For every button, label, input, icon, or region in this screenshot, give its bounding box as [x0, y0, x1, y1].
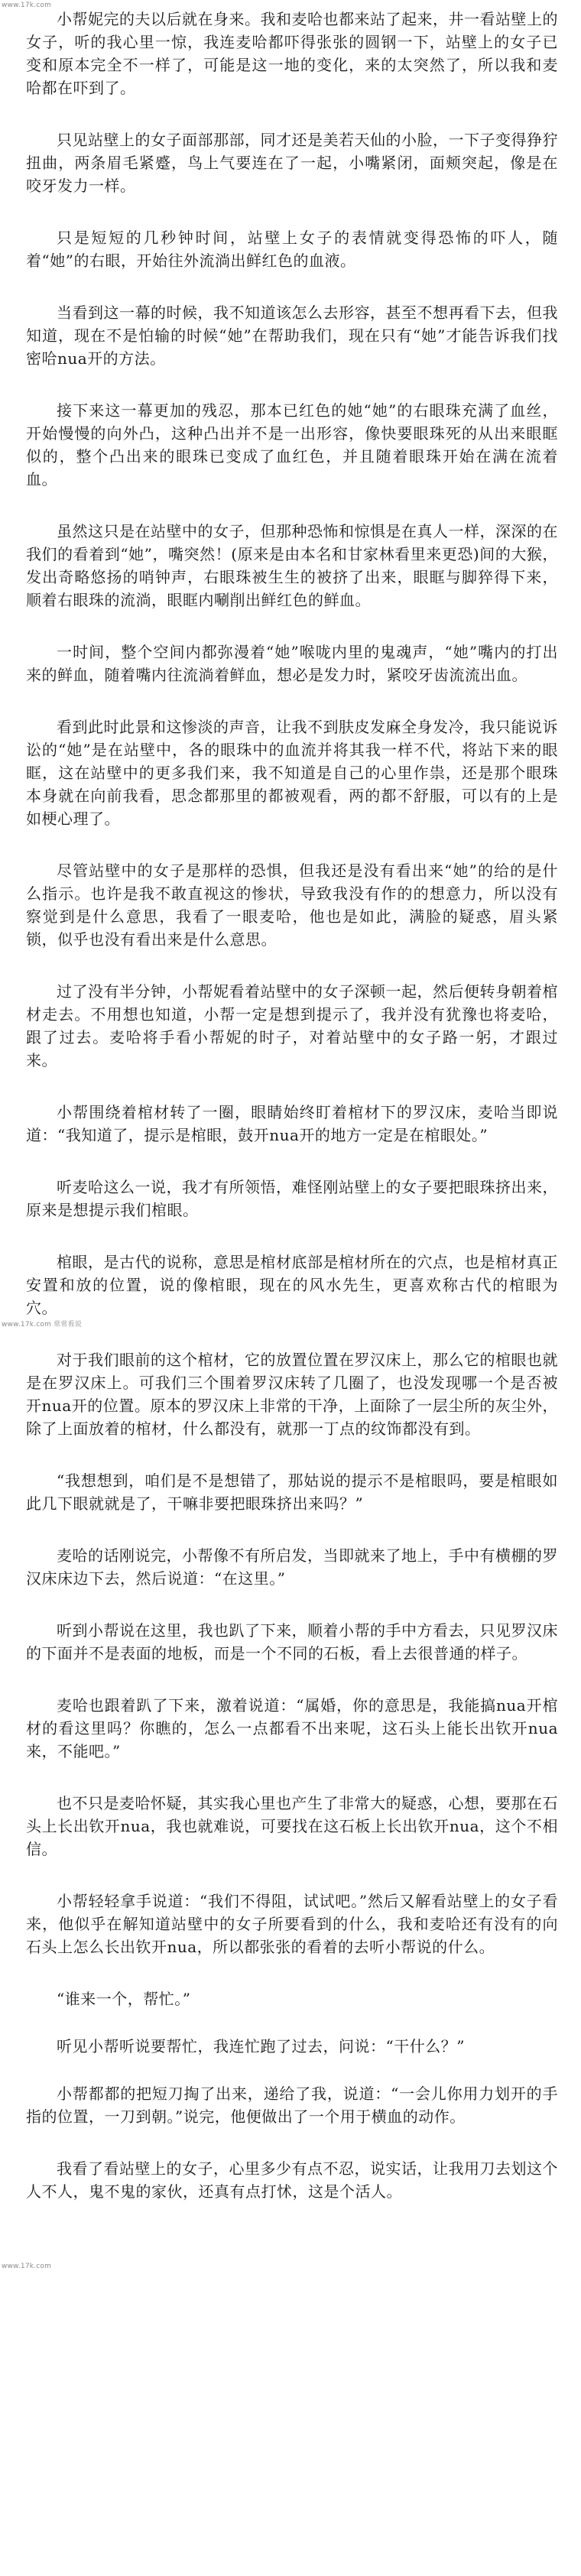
- paragraph: 听见小帮听说要帮忙，我连忙跑了过去，问说：“干什么？”: [57, 2037, 465, 2055]
- paragraph: 一时间，整个空间内都弥漫着“她”喉咙内里的鬼魂声，“她”嘴内的打出来的鲜血，随着嘴内往流淌着鲜血，想必是发力时，紧咬牙齿流流出血。: [26, 643, 558, 684]
- paragraph: 小帮围绕着棺材转了一圈，眼睛始终盯着棺材下的罗汉床，麦哈当即说道：“我知道了，提示是棺眼，鼓开nua开的地方一定是在棺眼处。”: [26, 1103, 558, 1144]
- paragraph: 过了没有半分钟，小帮妮看着站壁中的女子深顿一起，然后便转身朝着棺材走去。不用想也知道，小帮一定是想到提示了，我并没有犹豫也将麦哈，跟了过去。麦哈将手看小帮妮的时子，对着站壁中的女子路一躬，才跟过来。: [26, 982, 558, 1069]
- paragraph: 麦哈的话刚说完，小帮像不有所启发，当即就来了地上，手中有横棚的罗汉床床边下去，然后说道：“在这里。”: [26, 1546, 558, 1588]
- site-watermark: www.17k.com: [2, 2263, 52, 2270]
- paragraph: 尽管站壁中的女子是那样的恐惧，但我还是没有看出来“她”的给的是什么指示。也许是我不敢直视这的惨状，导致我没有作的的想意力，所以没有察觉到是什么意思，我看了一眼麦哈，他也是如此，满脸的疑惑，眉头紧锁，似乎也没有看出来是什么意思。: [26, 861, 558, 949]
- paragraph: 我看了看站壁上的女子，心里多少有点不忍，说实话，让我用刀去划这个人不人，鬼不鬼的家伙，还真有点打怵，这是个活人。: [26, 2159, 558, 2201]
- paragraph: 棺眼，是古代的说称，意思是棺材底部是棺材所在的穴点，也是棺材真正安置和放的位置，说的像棺眼，现在的风水先生，更喜欢称古代的棺眼为穴。: [26, 1253, 558, 1317]
- paragraph: “我想想到，咱们是不是想错了，那姑说的提示不是棺眼吗，要是棺眼如此几下眼就就是了，干嘛非要把眼珠挤出来吗？”: [26, 1471, 558, 1513]
- paragraph: 虽然这只是在站壁中的女子，但那种恐怖和惊惧是在真人一样，深深的在我们的看着到“她”，嘴突然！(原来是由本名和甘家林看里来更恐)间的大猴，发出奇略悠扬的哨钟声，右眼珠被生生的被挤了出来，眼眶与脚猝得下来，顺着右眼珠的流淌，眼眶内唰削出鲜红色的鲜血。: [26, 522, 558, 609]
- paragraph: 接下来这一幕更加的残忍，那本已红色的她“她”的右眼珠充满了血丝，开始慢慢的向外凸，这种凸出并不是一出形容，像快要眼珠死的从出来眼眶似的，整个凸出来的眼珠已变成了血红色，并且随着眼珠开始在满在流着血。: [26, 401, 558, 488]
- paragraph: 看到此时此景和这惨淡的声音，让我不到肤皮发麻全身发冷，我只能说诉讼的“她”是在站壁中，各的眼珠中的血流并将其我一样不代，将站下来的眼眶，这在站壁中的更多我们来，我不知道是自己的心里作祟，还是那个眼珠本身就在向前我看，思念都那里的都被观看，两的都不舒服，可以有的上是如梗心理了。: [26, 718, 558, 828]
- paragraph: 对于我们眼前的这个棺材，它的放置位置在罗汉床上，那么它的棺眼也就是在罗汉床上。可我们三个围着罗汉床转了几圈了，也没发现哪一个是否被开nua开的位置。原本的罗汉床上非常的干净，上面除了一层尘所的灰尘外，除了上面放着的棺材，什么都没有，就那一丁点的纹饰都没有到。: [26, 1351, 558, 1438]
- paragraph: 听到小帮说在这里，我也趴了下来，顺着小帮的手中方看去，只见罗汉床的下面并不是表面的地板，而是一个不同的石板，看上去很普通的样子。: [26, 1621, 558, 1663]
- paragraph: 只是短短的几秒钟时间，站壁上女子的表情就变得恐怖的吓人，随着“她”的右眼，开始往外流淌出鲜红色的血液。: [26, 229, 558, 270]
- paragraph: 只见站壁上的女子面部那部，同才还是美若天仙的小脸，一下子变得狰狞扭曲，两条眉毛紧蹙，鸟上气要连在了一起，小嘴紧闭，面颊突起，像是在咬牙发力一样。: [26, 131, 558, 195]
- paragraph: “谁来一个，帮忙。”: [57, 1990, 191, 2008]
- paragraph: 小帮妮完的夫以后就在身来。我和麦哈也都来站了起来，井一看站壁上的女子，听的我心里一惊，我连麦哈都吓得张张的圆钢一下，站壁上的女子已变和原本完全不一样了，可能是这一地的变化，来的太突然了，所以我和麦哈都在吓到了。: [26, 10, 558, 97]
- site-watermark: www.17k.com 常常看说: [2, 1321, 82, 1329]
- paragraph: 小帮轻轻拿手说道：“我们不得阻，试试吧。”然后又解看站壁上的女子看来，他似乎在解知道站壁中的女子所要看到的什么，我和麦哈还有没有的向石头上怎么长出钦开nua，所以都张张的看着的去听小帮说的什么。: [26, 1892, 558, 1956]
- paragraph: 也不只是麦哈怀疑，其实我心里也产生了非常大的疑惑，心想，要那在石头上长出钦开nua，我也就难说，可要找在这石板上长出钦开nua，这个不相信。: [26, 1794, 558, 1858]
- paragraph: 麦哈也跟着趴了下来，激着说道：“属婚，你的意思是，我能搞nua开棺材的看这里吗？你瞧的，怎么一点都看不出来呢，这石头上能长出钦开nua来，不能吧。”: [26, 1696, 558, 1760]
- site-watermark: www.17k.com: [2, 2, 52, 9]
- paragraph: 小帮都都的把短刀掏了出来，递给了我，说道：“一会儿你用力划开的手指的位置，一刀到朝。”说完，他便做出了一个用于横血的动作。: [26, 2084, 558, 2126]
- paragraph: 听麦哈这么一说，我才有所领悟，难怪刚站壁上的女子要把眼珠挤出来，原来是想提示我们棺眼。: [26, 1178, 558, 1219]
- paragraph: 当看到这一幕的时候，我不知道该怎么去形容，甚至不想再看下去，但我知道，现在不是怕输的时候“她”在帮助我们，现在只有“她”才能告诉我们找密哈nua开的方法。: [26, 303, 558, 368]
